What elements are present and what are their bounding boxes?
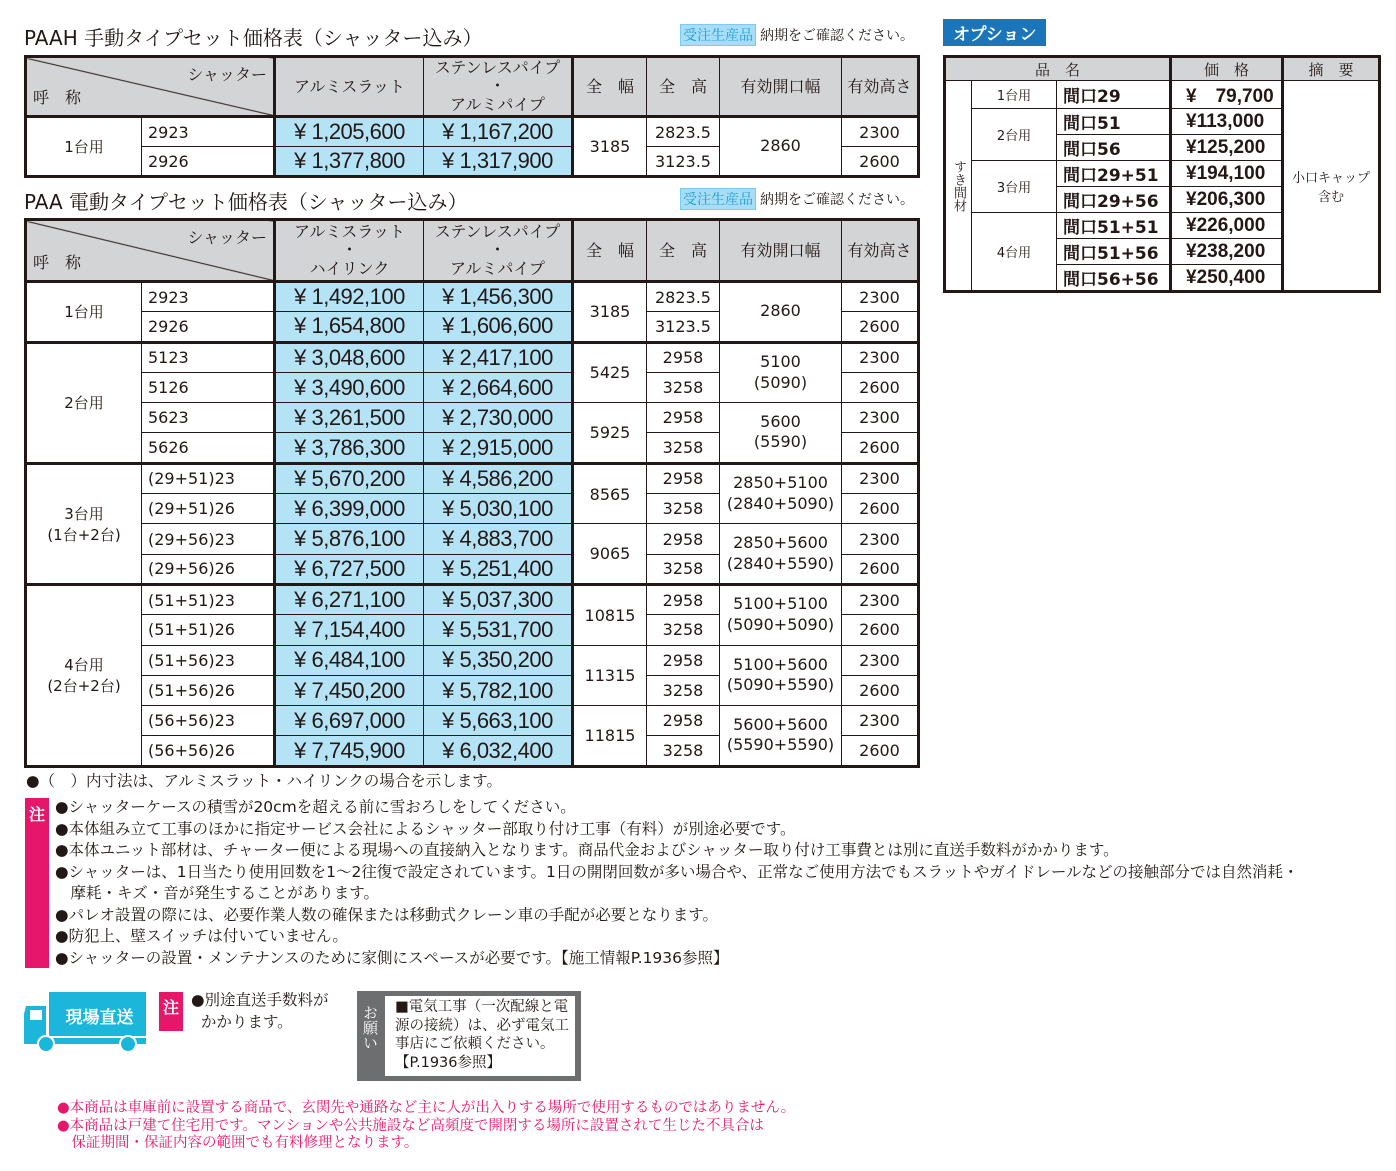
option-item-name: 間口29+56: [1057, 187, 1171, 213]
option-group-name: 2台用: [972, 109, 1057, 161]
opening-value: 5100+5600: [733, 654, 828, 674]
option-price: ¥206,300: [1171, 187, 1283, 213]
opening-value: 2860: [760, 136, 801, 156]
price-alumi-slat: ¥ 3,261,500: [275, 403, 424, 433]
effective-height: 2600: [842, 554, 919, 584]
header-stainless: [424, 57, 573, 117]
overall-height: 2958: [647, 342, 720, 372]
effective-opening-width: [720, 645, 842, 706]
header-text: ・: [489, 76, 506, 96]
header-alumi-slat: [275, 57, 424, 117]
header-text: ステンレスパイプ: [434, 57, 561, 77]
price-alumi-slat: ¥ 3,786,300: [275, 433, 424, 463]
effective-opening-width: [720, 342, 842, 403]
opening-value: 5600+5600: [733, 714, 828, 734]
effective-height: 2600: [842, 147, 919, 177]
delivery-caution-badge: 注: [159, 992, 183, 1031]
overall-height: 3258: [647, 675, 720, 705]
overall-height: 3258: [647, 554, 720, 584]
caution-note: ●本体組み立て工事のほかに指定サービス会社によるシャッター部取り付け工事（有料）が別途必要です。: [55, 819, 796, 838]
header-text: ステンレスパイプ: [434, 221, 561, 241]
opening-value: 5600: [760, 411, 801, 431]
price-stainless-pipe: ¥ 5,037,300: [424, 584, 573, 614]
price-stainless-pipe: ¥ 1,606,600: [424, 312, 573, 342]
header-name-shutter: [26, 220, 275, 282]
overall-height: 2823.5: [647, 117, 720, 147]
caution-badge: 注: [25, 798, 49, 968]
header-opening: 有効開口幅: [720, 220, 842, 282]
model-code: (29+56)23: [142, 524, 275, 554]
model-code: 2926: [142, 312, 275, 342]
overall-height: 3258: [647, 494, 720, 524]
price-stainless-pipe: ¥ 6,032,400: [424, 736, 573, 766]
manual-price-table: [24, 55, 920, 178]
option-price: ¥113,000: [1171, 109, 1283, 135]
effective-height: 2600: [842, 433, 919, 463]
overall-height: 3258: [647, 372, 720, 402]
opening-value-slat: (5090): [753, 372, 808, 392]
manual-table-body: [26, 117, 919, 177]
price-alumi-slat: ¥ 1,654,800: [275, 312, 424, 342]
model-code: (51+51)23: [142, 584, 275, 614]
price-stainless-pipe: ¥ 5,663,100: [424, 706, 573, 736]
group-name-text: 1台用: [64, 138, 104, 156]
header-text: ハイリンク: [309, 258, 390, 278]
overall-width: 5925: [573, 403, 647, 464]
request-label: お願い: [361, 1005, 379, 1050]
model-code: (29+51)26: [142, 494, 275, 524]
table-row: [26, 282, 919, 312]
effective-opening-width: [720, 282, 842, 343]
overall-width: 9065: [573, 524, 647, 585]
overall-height: 2958: [647, 706, 720, 736]
table-row: [26, 463, 919, 493]
group-name-text: 4台用: [64, 656, 104, 675]
caution-note: 摩耗・キズ・音が発生することがあります。: [55, 884, 379, 902]
price-alumi-slat: ¥ 7,745,900: [275, 736, 424, 766]
caution-note: ●パレオ設置の際には、必要作業人数の確保または移動式クレーン車の手配が必要となります。: [55, 905, 718, 924]
header-height: 全 高: [647, 57, 720, 117]
opening-value: 5100+5100: [733, 594, 828, 614]
overall-height: 3123.5: [647, 312, 720, 342]
price-stainless-pipe: ¥ 2,915,000: [424, 433, 573, 463]
option-table: [943, 55, 1381, 293]
overall-height: 3258: [647, 433, 720, 463]
option-category: すき間材: [945, 81, 972, 292]
model-code: 5123: [142, 342, 275, 372]
option-item-name: 間口56+56: [1057, 265, 1171, 292]
option-price: ¥226,000: [1171, 213, 1283, 239]
table-row: [26, 117, 919, 147]
header-eff-height: 有効高さ: [842, 57, 919, 117]
overall-width: 8565: [573, 463, 647, 524]
model-code: (56+56)26: [142, 736, 275, 766]
warning-note: ●本商品は戸建て住宅用です。マンションや公共施設など高頻度で開閉する場所に設置されて生じた不具合は: [57, 1117, 764, 1134]
opening-value: 2850+5100: [733, 473, 828, 493]
option-header-name: 品 名: [945, 57, 1171, 81]
overall-height: 2958: [647, 403, 720, 433]
opening-value: 5100: [760, 352, 801, 372]
overall-height: 2823.5: [647, 282, 720, 312]
price-stainless-pipe: ¥ 1,456,300: [424, 282, 573, 312]
model-code: 2923: [142, 117, 275, 147]
delivery-note-line: かかります。: [200, 1012, 293, 1031]
overall-height: 3258: [647, 736, 720, 766]
effective-opening-width: [720, 706, 842, 767]
option-price: ¥194,100: [1171, 161, 1283, 187]
group-name: [26, 463, 142, 584]
effective-height: 2300: [842, 117, 919, 147]
made-to-order-badge: 受注生産品: [680, 188, 756, 210]
price-alumi-slat: ¥ 5,670,200: [275, 463, 424, 493]
option-item-name: 間口51: [1057, 109, 1171, 135]
caution-note: ●シャッターは、1日当たり使用回数を1～2往復で設定されています。1日の開閉回数が多い場合や、正常なご使用方法でもスラットやガイドレールなどの接触部分では自然消耗・: [55, 862, 1299, 881]
effective-height: 2600: [842, 494, 919, 524]
header-width: 全 幅: [573, 57, 647, 117]
overall-height: 2958: [647, 645, 720, 675]
delivery-note: 納期をご確認ください。: [760, 192, 914, 208]
header-text: ・: [341, 240, 358, 260]
electric-table-body: [26, 282, 919, 767]
table-row: [26, 524, 919, 554]
model-code: 2923: [142, 282, 275, 312]
header-width: 全 幅: [573, 220, 647, 282]
option-group-name: 4台用: [972, 213, 1057, 292]
overall-width: 11315: [573, 645, 647, 706]
header-height: 全 高: [647, 220, 720, 282]
model-code: (51+56)26: [142, 675, 275, 705]
manual-title: PAAH 手動タイプセット価格表（シャッター込み）: [24, 26, 483, 50]
table-row: [26, 342, 919, 372]
price-stainless-pipe: ¥ 1,317,900: [424, 147, 573, 177]
model-code: (51+51)26: [142, 615, 275, 645]
option-group-name: 1台用: [972, 81, 1057, 109]
group-name: [26, 342, 142, 463]
group-name: [26, 117, 142, 177]
delivery-note: [191, 990, 329, 1033]
option-item-name: 間口56: [1057, 135, 1171, 161]
electric-order-badge: [680, 188, 914, 210]
overall-height: 2958: [647, 524, 720, 554]
overall-height: 2958: [647, 584, 720, 614]
warning-note: ●本商品は車庫前に設置する商品で、玄関先や通路など主に人が出入りする場所で使用するものではありません。: [57, 1100, 796, 1116]
group-name-text: 2台用: [64, 394, 104, 413]
group-name-text: 3台用: [64, 504, 104, 523]
opening-value-slat: (5090+5590): [726, 675, 835, 695]
price-alumi-slat: ¥ 1,377,800: [275, 147, 424, 177]
table-row: [26, 403, 919, 433]
price-alumi-slat: ¥ 1,205,600: [275, 117, 424, 147]
electric-title: PAA 電動タイプセット価格表（シャッター込み）: [24, 190, 468, 214]
effective-opening-width: [720, 403, 842, 464]
model-code: (29+56)26: [142, 554, 275, 584]
effective-height: 2600: [842, 615, 919, 645]
caution-note: ●シャッターケースの積雪が20cmを超える前に雪おろしをしてください。: [55, 798, 576, 816]
price-stainless-pipe: ¥ 2,730,000: [424, 403, 573, 433]
effective-height: 2300: [842, 282, 919, 312]
model-code: 5126: [142, 372, 275, 402]
price-stainless-pipe: ¥ 5,782,100: [424, 675, 573, 705]
effective-opening-width: [720, 463, 842, 524]
opening-value-slat: (2840+5590): [726, 553, 835, 573]
price-stainless-pipe: ¥ 5,251,400: [424, 554, 573, 584]
option-label: オプション: [943, 19, 1046, 46]
opening-value-slat: (5590): [753, 432, 808, 452]
made-to-order-badge: 受注生産品: [680, 24, 756, 46]
direct-delivery-label: 現場直送: [65, 1008, 134, 1028]
price-alumi-slat: ¥ 6,271,100: [275, 584, 424, 614]
option-item-name: 間口29+51: [1057, 161, 1171, 187]
warning-note: 保証期間・保証内容の範囲でも有料修理となります。: [57, 1135, 419, 1151]
overall-height: 2958: [647, 463, 720, 493]
caution-note: ●防犯上、壁スイッチは付いていません。: [55, 927, 348, 945]
effective-opening-width: [720, 117, 842, 177]
table-row: [26, 584, 919, 614]
effective-height: 2600: [842, 736, 919, 766]
header-opening: 有効開口幅: [720, 57, 842, 117]
effective-height: 2300: [842, 403, 919, 433]
overall-width: 5425: [573, 342, 647, 403]
effective-height: 2600: [842, 312, 919, 342]
header-name-shutter: [26, 57, 275, 117]
price-alumi-slat: ¥ 1,492,100: [275, 282, 424, 312]
effective-height: 2300: [842, 645, 919, 675]
opening-value: 2850+5600: [733, 532, 828, 552]
option-header-remarks: 摘 要: [1283, 57, 1380, 81]
effective-height: 2300: [842, 524, 919, 554]
option-remarks: 小口キャップ含む: [1283, 81, 1380, 292]
option-item-name: 間口51+56: [1057, 239, 1171, 265]
opening-value-slat: (5090+5090): [726, 615, 835, 635]
option-item-name: 間口29: [1057, 81, 1171, 109]
effective-height: 2300: [842, 342, 919, 372]
price-stainless-pipe: ¥ 2,664,600: [424, 372, 573, 402]
name-label: 呼 称: [33, 253, 82, 273]
price-alumi-slat: ¥ 7,450,200: [275, 675, 424, 705]
option-table-body: [945, 81, 1380, 292]
header-text: アルミパイプ: [450, 94, 545, 114]
effective-opening-width: [720, 524, 842, 585]
price-stainless-pipe: ¥ 5,350,200: [424, 645, 573, 675]
option-price: ¥238,200: [1171, 239, 1283, 265]
opening-value: 2860: [760, 301, 801, 321]
price-alumi-slat: ¥ 6,697,000: [275, 706, 424, 736]
opening-value-slat: (2840+5090): [726, 494, 835, 514]
overall-height: 3123.5: [647, 147, 720, 177]
option-item-name: 間口51+51: [1057, 213, 1171, 239]
price-alumi-slat: ¥ 3,048,600: [275, 342, 424, 372]
price-alumi-slat: ¥ 7,154,400: [275, 615, 424, 645]
price-stainless-pipe: ¥ 1,167,200: [424, 117, 573, 147]
electric-price-table: [24, 218, 920, 768]
overall-width: 11815: [573, 706, 647, 767]
header-text: アルミパイプ: [450, 258, 545, 278]
option-price: ¥125,200: [1171, 135, 1283, 161]
model-code: 5626: [142, 433, 275, 463]
price-alumi-slat: ¥ 5,876,100: [275, 524, 424, 554]
price-alumi-slat: ¥ 3,490,600: [275, 372, 424, 402]
effective-height: 2300: [842, 584, 919, 614]
shutter-label: シャッター: [187, 228, 267, 247]
header-text: ・: [489, 240, 506, 260]
request-text: ■電気工事（一次配線と電源の接続）は、必ず電気工事店にご依頼ください。【P.1936参照】: [385, 996, 575, 1076]
name-label: 呼 称: [33, 88, 82, 108]
header-alumi-slat: [275, 220, 424, 282]
price-alumi-slat: ¥ 6,727,500: [275, 554, 424, 584]
header-text: アルミスラット: [293, 76, 406, 96]
group-name-sub: (2台+2台): [47, 677, 121, 696]
price-stainless-pipe: ¥ 5,030,100: [424, 494, 573, 524]
overall-width: 3185: [573, 117, 647, 177]
effective-height: 2600: [842, 372, 919, 402]
caution-note: ●シャッターの設置・メンテナンスのために家側にスペースが必要です。【施工情報P.1936参照】: [55, 948, 729, 967]
model-code: (29+51)23: [142, 463, 275, 493]
group-name: [26, 584, 142, 766]
opening-value-slat: (5590+5590): [726, 735, 835, 755]
request-box: [357, 991, 581, 1081]
paren-note: ●（ ）内寸法は、アルミスラット・ハイリンクの場合を示します。: [26, 772, 503, 790]
model-code: 5623: [142, 403, 275, 433]
model-code: (51+56)23: [142, 645, 275, 675]
option-price: ¥250,400: [1171, 265, 1283, 292]
price-stainless-pipe: ¥ 5,531,700: [424, 615, 573, 645]
effective-height: 2300: [842, 706, 919, 736]
header-stainless: [424, 220, 573, 282]
warnings: [57, 1100, 795, 1153]
option-group-name: 3台用: [972, 161, 1057, 213]
delivery-note: 納期をご確認ください。: [760, 28, 914, 44]
price-alumi-slat: ¥ 6,484,100: [275, 645, 424, 675]
caution-note: ●本体ユニット部材は、チャーター便による現場への直接納入となります。商品代金およびシャッター取り付け工事費とは別に直送手数料がかかります。: [55, 841, 1119, 859]
group-name-sub: (1台+2台): [47, 525, 121, 544]
effective-height: 2600: [842, 675, 919, 705]
delivery-note-line: ●別途直送手数料が: [191, 991, 329, 1009]
overall-width: 10815: [573, 584, 647, 645]
group-name: [26, 282, 142, 343]
option-price: ¥ 79,700: [1171, 81, 1283, 109]
overall-height: 3258: [647, 615, 720, 645]
header-text: アルミスラット: [293, 221, 406, 241]
table-row: [26, 706, 919, 736]
header-eff-height: 有効高さ: [842, 220, 919, 282]
overall-width: 3185: [573, 282, 647, 343]
price-stainless-pipe: ¥ 4,586,200: [424, 463, 573, 493]
option-row: [945, 81, 1380, 109]
price-alumi-slat: ¥ 6,399,000: [275, 494, 424, 524]
model-code: 2926: [142, 147, 275, 177]
table-row: [26, 645, 919, 675]
price-stainless-pipe: ¥ 2,417,100: [424, 342, 573, 372]
caution-notes: [55, 797, 1395, 969]
group-name-text: 1台用: [64, 303, 104, 322]
option-header-price: 価 格: [1171, 57, 1283, 81]
effective-height: 2300: [842, 463, 919, 493]
shutter-label: シャッター: [187, 65, 267, 84]
manual-order-badge: [680, 24, 914, 46]
model-code: (56+56)23: [142, 706, 275, 736]
effective-opening-width: [720, 584, 842, 645]
price-stainless-pipe: ¥ 4,883,700: [424, 524, 573, 554]
